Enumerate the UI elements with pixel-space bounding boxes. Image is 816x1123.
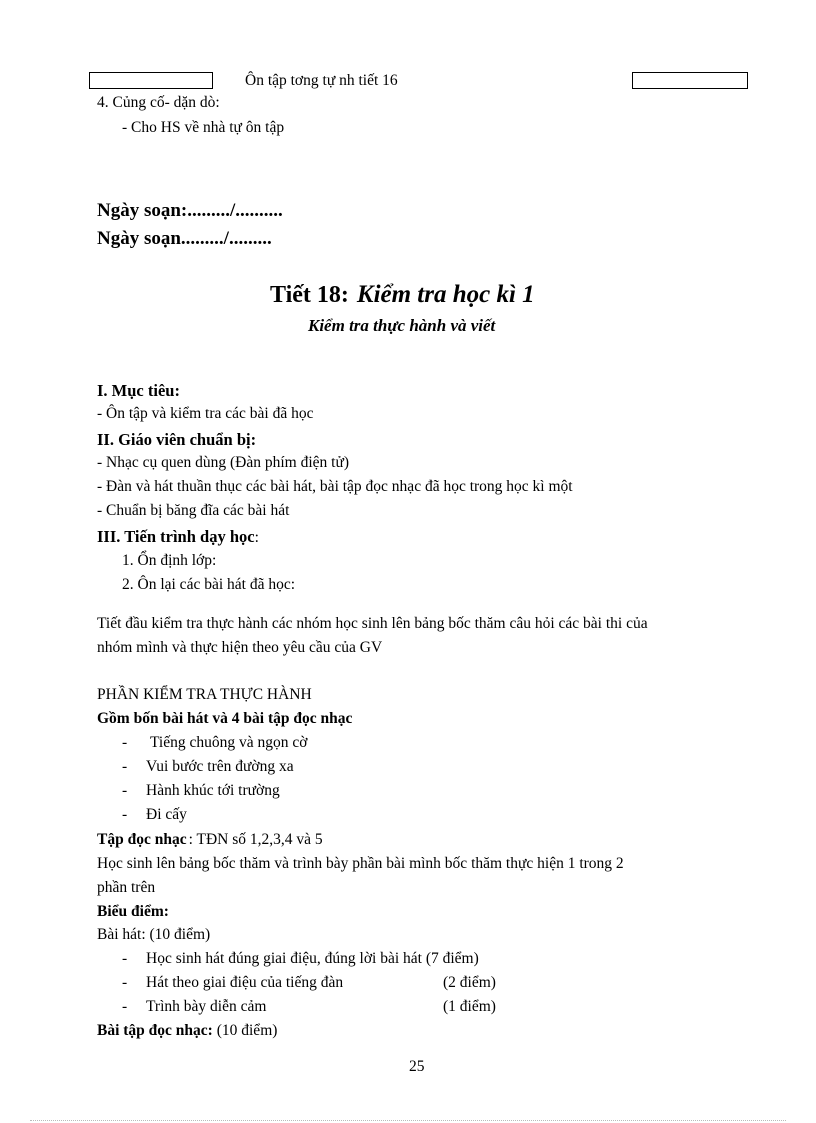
scoring-reading-line — [97, 1022, 277, 1040]
section-process-colon: : — [254, 529, 259, 546]
section-process-title: III. Tiến trình dạy học — [97, 527, 255, 546]
section-objectives-heading: I. Mục tiêu: — [97, 381, 180, 400]
paragraph-line: nhóm mình và thực hiện theo yêu cầu của GV — [97, 639, 383, 656]
practice-subheading: Gồm bốn bài hát và 4 bài tập đọc nhạc — [97, 710, 353, 727]
scoring-reading-label: Bài tập đọc nhạc: — [97, 1022, 213, 1039]
song-dash: - — [122, 758, 128, 775]
song-item: Vui bước trên đường xa — [146, 758, 294, 775]
song-item: Tiếng chuông và ngọn cờ — [150, 734, 308, 751]
date-line-2: Ngày soạn........./......... — [97, 228, 272, 249]
song-dash: - — [122, 734, 128, 751]
song-item: Hành khúc tới trường — [146, 782, 280, 799]
criteria-item: Học sinh hát đúng giai điệu, đúng lời bài hát (7 điểm) — [146, 950, 479, 967]
page-bottom-divider — [30, 1120, 786, 1121]
header-box-left — [89, 72, 213, 89]
objective-item: - Ôn tập và kiểm tra các bài đã học — [97, 405, 314, 422]
practice-heading: PHẦN KIỂM TRA THỰC HÀNH — [97, 686, 312, 703]
reading-line — [97, 831, 323, 849]
scoring-songs-label: Bài hát: (10 điểm) — [97, 926, 211, 943]
criteria-points: (2 điểm) — [443, 974, 496, 991]
reading-text: : TĐN số 1,2,3,4 và 5 — [188, 831, 323, 848]
header-box-right — [632, 72, 748, 89]
song-dash: - — [122, 806, 128, 823]
criteria-dash: - — [122, 998, 128, 1015]
song-item: Đi cấy — [146, 806, 187, 823]
lesson-subtitle: Kiểm tra thực hành và viết — [308, 316, 496, 335]
criteria-points: (1 điểm) — [443, 998, 496, 1015]
instruction-line: phần trên — [97, 879, 156, 896]
instruction-line: Học sinh lên bảng bốc thăm và trình bày phần bài mình bốc thăm thực hiện 1 trong 2 — [97, 855, 624, 872]
criteria-dash: - — [122, 974, 128, 991]
criteria-item: Trình bày diễn cảm — [146, 998, 267, 1015]
consolidation-item: - Cho HS về nhà tự ôn tập — [122, 119, 285, 136]
process-step: 2. Ôn lại các bài hát đã học: — [122, 576, 296, 593]
reading-label: Tập đọc nhạc — [97, 831, 187, 848]
page-header: Ôn tập tơng tự nh tiết 16 — [245, 72, 398, 89]
scoring-reading-points: (10 điểm) — [212, 1022, 278, 1039]
criteria-item: Hát theo giai điệu của tiếng đàn — [146, 974, 344, 991]
paragraph-line: Tiết đầu kiểm tra thực hành các nhóm học sinh lên bảng bốc thăm câu hỏi các bài thi của — [97, 615, 648, 632]
criteria-dash: - — [122, 950, 128, 967]
lesson-title-main: Kiểm tra học kì 1 — [356, 281, 535, 308]
preparation-item: - Chuẩn bị băng đĩa các bài hát — [97, 502, 290, 519]
lesson-title — [270, 281, 535, 309]
preparation-item: - Nhạc cụ quen dùng (Đàn phím điện tử) — [97, 454, 350, 471]
page-number: 25 — [409, 1058, 425, 1075]
preparation-item: - Đàn và hát thuần thục các bài hát, bài tập đọc nhạc đã học trong học kì một — [97, 478, 573, 495]
lesson-number: Tiết 18: — [270, 282, 349, 308]
section-process-heading — [97, 527, 259, 547]
date-line-1: Ngày soạn:........./.......... — [97, 200, 283, 221]
scoring-heading: Biểu điểm: — [97, 903, 169, 920]
consolidation-heading: 4. Củng cố- dặn dò: — [97, 94, 220, 111]
song-dash: - — [122, 782, 128, 799]
process-step: 1. Ổn định lớp: — [122, 552, 217, 569]
section-preparation-heading: II. Giáo viên chuẩn bị: — [97, 430, 257, 449]
